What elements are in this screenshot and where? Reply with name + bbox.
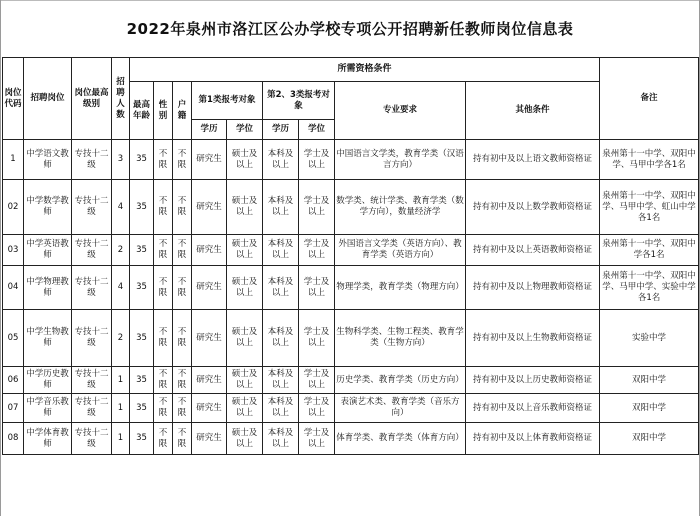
header-other: 其他条件: [466, 82, 600, 140]
cell-hukou: 不限: [173, 367, 192, 394]
cell-c23-edu: 本科及以上: [263, 235, 299, 266]
cell-c23-edu: 本科及以上: [263, 367, 299, 394]
header-hukou: 户籍: [173, 82, 192, 140]
cell-c1-degree: 硕士及以上: [227, 235, 263, 266]
cell-major: 物理学类，教育学类（物理方向）: [335, 266, 466, 310]
cell-c1-edu: 研究生: [192, 140, 227, 180]
cell-c23-degree: 学士及以上: [299, 235, 335, 266]
cell-age: 35: [130, 180, 154, 235]
cell-post: 中学数学教师: [24, 180, 72, 235]
cell-major: 数学类、统计学类、教育学类（数学方向），数量经济学: [335, 180, 466, 235]
cell-code: 05: [3, 310, 24, 367]
cell-other: 持有初中及以上语文教师资格证: [466, 140, 600, 180]
cell-major: 体育学类、教育学类（体育方向）: [335, 423, 466, 455]
cell-remark: 双阳中学: [600, 423, 699, 455]
cell-c1-degree: 硕士及以上: [227, 140, 263, 180]
cell-major: 历史学类、教育学类（历史方向）: [335, 367, 466, 394]
header-code: 岗位代码: [3, 58, 24, 140]
cell-c1-edu: 研究生: [192, 423, 227, 455]
cell-level: 专技十二级: [72, 367, 112, 394]
cell-level: 专技十二级: [72, 180, 112, 235]
cell-hukou: 不限: [173, 140, 192, 180]
cell-hukou: 不限: [173, 266, 192, 310]
cell-c23-degree: 学士及以上: [299, 394, 335, 423]
cell-major: 表演艺术类、教育学类（音乐方向）: [335, 394, 466, 423]
cell-post: 中学生物教师: [24, 310, 72, 367]
cell-other: 持有初中及以上体育教师资格证: [466, 423, 600, 455]
cell-post: 中学语文教师: [24, 140, 72, 180]
cell-remark: 双阳中学: [600, 367, 699, 394]
cell-gender: 不限: [154, 310, 173, 367]
cell-gender: 不限: [154, 423, 173, 455]
cell-level: 专技十二级: [72, 140, 112, 180]
cell-c23-edu: 本科及以上: [263, 266, 299, 310]
cell-post: 中学英语教师: [24, 235, 72, 266]
header-row-1: [3, 58, 699, 82]
cell-major: 中国语言文学类，教育学类（汉语言方向）: [335, 140, 466, 180]
cell-count: 1: [112, 423, 130, 455]
cell-post: 中学物理教师: [24, 266, 72, 310]
cell-other: 持有初中及以上数学教师资格证: [466, 180, 600, 235]
cell-post: 中学体育教师: [24, 423, 72, 455]
cell-c23-degree: 学士及以上: [299, 266, 335, 310]
cell-count: 1: [112, 367, 130, 394]
table-row: [3, 423, 699, 455]
cell-other: 持有初中及以上生物教师资格证: [466, 310, 600, 367]
cell-c23-degree: 学士及以上: [299, 423, 335, 455]
cell-age: 35: [130, 423, 154, 455]
cell-c23-degree: 学士及以上: [299, 367, 335, 394]
header-cat23-degree: 学位: [299, 120, 335, 140]
cell-c23-degree: 学士及以上: [299, 310, 335, 367]
cell-major: 生物科学类、生物工程类、教育学类（生物方向）: [335, 310, 466, 367]
cell-hukou: 不限: [173, 180, 192, 235]
cell-remark: 泉州第十一中学、双阳中学各1名: [600, 235, 699, 266]
cell-c1-degree: 硕士及以上: [227, 180, 263, 235]
header-age: 最高年龄: [130, 82, 154, 140]
cell-c1-edu: 研究生: [192, 235, 227, 266]
header-gender: 性别: [154, 82, 173, 140]
cell-other: 持有初中及以上音乐教师资格证: [466, 394, 600, 423]
cell-c1-edu: 研究生: [192, 266, 227, 310]
cell-c23-edu: 本科及以上: [263, 310, 299, 367]
cell-c1-degree: 硕士及以上: [227, 367, 263, 394]
header-qualifications: 所需资格条件: [130, 58, 600, 82]
cell-other: 持有初中及以上历史教师资格证: [466, 367, 600, 394]
cell-level: 专技十二级: [72, 266, 112, 310]
cell-c23-edu: 本科及以上: [263, 423, 299, 455]
header-cat1-degree: 学位: [227, 120, 263, 140]
cell-c23-degree: 学士及以上: [299, 140, 335, 180]
cell-code: 08: [3, 423, 24, 455]
cell-count: 3: [112, 140, 130, 180]
cell-hukou: 不限: [173, 235, 192, 266]
cell-code: 1: [3, 140, 24, 180]
cell-c1-edu: 研究生: [192, 367, 227, 394]
cell-age: 35: [130, 140, 154, 180]
cell-code: 06: [3, 367, 24, 394]
cell-hukou: 不限: [173, 310, 192, 367]
cell-level: 专技十二级: [72, 310, 112, 367]
cell-count: 2: [112, 310, 130, 367]
cell-gender: 不限: [154, 367, 173, 394]
cell-gender: 不限: [154, 140, 173, 180]
cell-count: 2: [112, 235, 130, 266]
cell-level: 专技十二级: [72, 394, 112, 423]
table-row: [3, 266, 699, 310]
page-title: 2022年泉州市洛江区公办学校专项公开招聘新任教师岗位信息表: [1, 0, 699, 57]
cell-age: 35: [130, 266, 154, 310]
header-cat23: 第2、3类报考对象: [263, 82, 335, 120]
table-row: [3, 367, 699, 394]
cell-other: 持有初中及以上物理教师资格证: [466, 266, 600, 310]
cell-c1-edu: 研究生: [192, 310, 227, 367]
header-cat1-edu: 学历: [192, 120, 227, 140]
header-cat1: 第1类报考对象: [192, 82, 263, 120]
cell-code: 07: [3, 394, 24, 423]
cell-age: 35: [130, 367, 154, 394]
cell-remark: 实验中学: [600, 310, 699, 367]
cell-level: 专技十二级: [72, 235, 112, 266]
cell-remark: 泉州第十一中学、双阳中学、马甲中学各1名: [600, 140, 699, 180]
table-row: [3, 235, 699, 266]
header-remark: 备注: [600, 58, 699, 140]
cell-c1-edu: 研究生: [192, 394, 227, 423]
cell-c23-edu: 本科及以上: [263, 180, 299, 235]
cell-remark: 泉州第十一中学、双阳中学、马甲中学、虹山中学各1名: [600, 180, 699, 235]
cell-post: 中学历史教师: [24, 367, 72, 394]
cell-count: 4: [112, 266, 130, 310]
table-row: [3, 394, 699, 423]
job-table: [2, 57, 699, 455]
cell-c1-degree: 硕士及以上: [227, 423, 263, 455]
cell-age: 35: [130, 394, 154, 423]
cell-level: 专技十二级: [72, 423, 112, 455]
cell-other: 持有初中及以上英语教师资格证: [466, 235, 600, 266]
table-row: [3, 180, 699, 235]
table-row: [3, 310, 699, 367]
cell-c1-degree: 硕士及以上: [227, 394, 263, 423]
cell-gender: 不限: [154, 180, 173, 235]
cell-major: 外国语言文学类（英语方向）、教育学类（英语方向）: [335, 235, 466, 266]
cell-hukou: 不限: [173, 423, 192, 455]
cell-c23-edu: 本科及以上: [263, 140, 299, 180]
cell-c23-edu: 本科及以上: [263, 394, 299, 423]
cell-gender: 不限: [154, 235, 173, 266]
cell-age: 35: [130, 310, 154, 367]
header-count: 招聘人数: [112, 58, 130, 140]
cell-code: 04: [3, 266, 24, 310]
cell-remark: 双阳中学: [600, 394, 699, 423]
header-cat23-edu: 学历: [263, 120, 299, 140]
cell-count: 4: [112, 180, 130, 235]
cell-c23-degree: 学士及以上: [299, 180, 335, 235]
cell-remark: 泉州第十一中学、双阳中学、马甲中学、实验中学各1名: [600, 266, 699, 310]
header-major: 专业要求: [335, 82, 466, 140]
cell-count: 1: [112, 394, 130, 423]
header-level: 岗位最高级别: [72, 58, 112, 140]
cell-gender: 不限: [154, 266, 173, 310]
table-row: [3, 140, 699, 180]
cell-c1-edu: 研究生: [192, 180, 227, 235]
cell-age: 35: [130, 235, 154, 266]
cell-gender: 不限: [154, 394, 173, 423]
cell-hukou: 不限: [173, 394, 192, 423]
cell-post: 中学音乐教师: [24, 394, 72, 423]
cell-c1-degree: 硕士及以上: [227, 310, 263, 367]
cell-c1-degree: 硕士及以上: [227, 266, 263, 310]
cell-code: 02: [3, 180, 24, 235]
cell-code: 03: [3, 235, 24, 266]
header-post: 招聘岗位: [24, 58, 72, 140]
